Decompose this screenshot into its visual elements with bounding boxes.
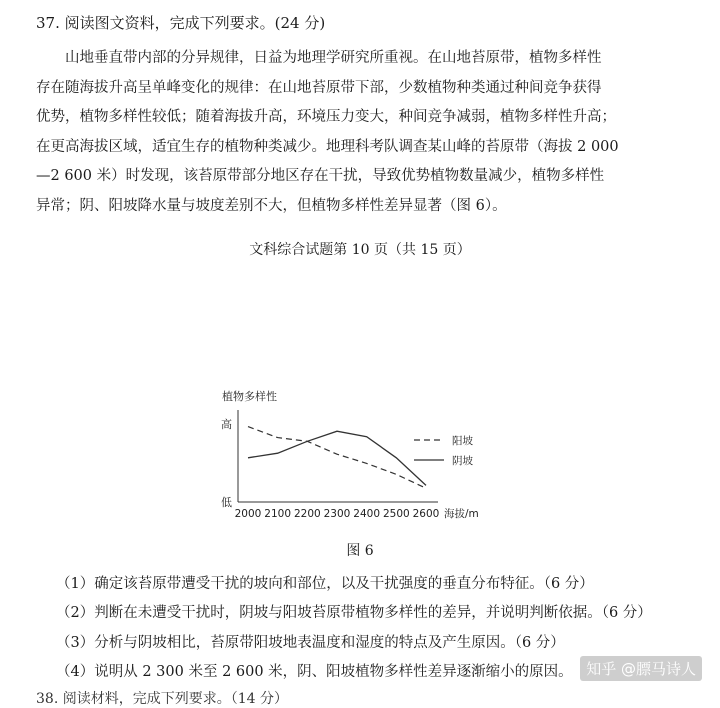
next-question-cutoff: 38. 阅读材料，完成下列要求。（14 分） <box>36 691 288 707</box>
chart-svg <box>200 382 500 532</box>
chart-ylabel: 植物多样性 <box>222 390 277 403</box>
sub-question-3: （3）分析与阴坡相比，苔原带阳坡地表温度和湿度的特点及产生原因。（6 分） <box>56 635 565 651</box>
x-tick-label: 2500 <box>382 508 410 520</box>
zhihu-watermark: 知乎 @膘马诗人 <box>580 656 702 681</box>
question-paragraph <box>36 44 684 221</box>
paragraph-line: 存在随海拔升高呈单峰变化的规律：在山地苔原带下部，少数植物种类通过种间竞争获得 <box>36 79 602 96</box>
x-tick-label: 2400 <box>353 508 381 520</box>
figure-caption: 图 6 <box>346 543 374 559</box>
diversity-chart <box>200 382 500 532</box>
paragraph-line: 在更高海拔区域，适宜生存的植物种类减少。地理科考队调查某山峰的苔原带（海拔 2 000 <box>36 138 619 155</box>
y-tick-low: 低 <box>221 496 232 509</box>
paragraph-line: 异常；阴、阳坡降水量与坡度差别不大，但植物多样性差异显著（图 6）。 <box>36 197 507 214</box>
x-tick-label: 2300 <box>323 508 351 520</box>
sub-question-2: （2）判断在未遭受干扰时，阴坡与阳坡苔原带植物多样性的差异，并说明判断依据。（6 分） <box>56 605 652 621</box>
series-line-shady-slope <box>248 431 426 485</box>
paragraph-line: 山地垂直带内部的分异规律，日益为地理学研究所重视。在山地苔原带，植物多样性 <box>65 50 602 66</box>
chart-xlabel: 海拔/m <box>444 508 479 520</box>
x-tick-label: 2000 <box>234 508 262 520</box>
paragraph-line: 优势，植物多样性较低；随着海拔升高，环境压力变大，种间竞争减弱，植物多样性升高； <box>36 109 616 125</box>
question-title: 37. 阅读图文资料，完成下列要求。(24 分) <box>36 14 326 32</box>
series-line-sunny-slope <box>248 427 426 489</box>
page-footer: 文科综合试题第 10 页（共 15 页） <box>249 242 471 258</box>
legend-label-sunny-slope: 阳坡 <box>452 435 473 447</box>
x-tick-label: 2600 <box>412 508 440 520</box>
paragraph-line: —2 600 米）时发现，该苔原带部分地区存在干扰，导致优势植物数量减少，植物多样性 <box>36 168 605 184</box>
sub-question-4: （4）说明从 2 300 米至 2 600 米，阴、阳坡植物多样性差异逐渐缩小的原因。 <box>56 664 573 680</box>
y-tick-high: 高 <box>221 418 232 431</box>
x-ticks <box>235 508 440 520</box>
sub-question-1: （1）确定该苔原带遭受干扰的坡向和部位，以及干扰强度的垂直分布特征。（6 分） <box>56 576 594 592</box>
x-tick-label: 2200 <box>293 508 321 520</box>
x-tick-label: 2100 <box>264 508 292 520</box>
legend-label-shady-slope: 阴坡 <box>452 455 473 467</box>
